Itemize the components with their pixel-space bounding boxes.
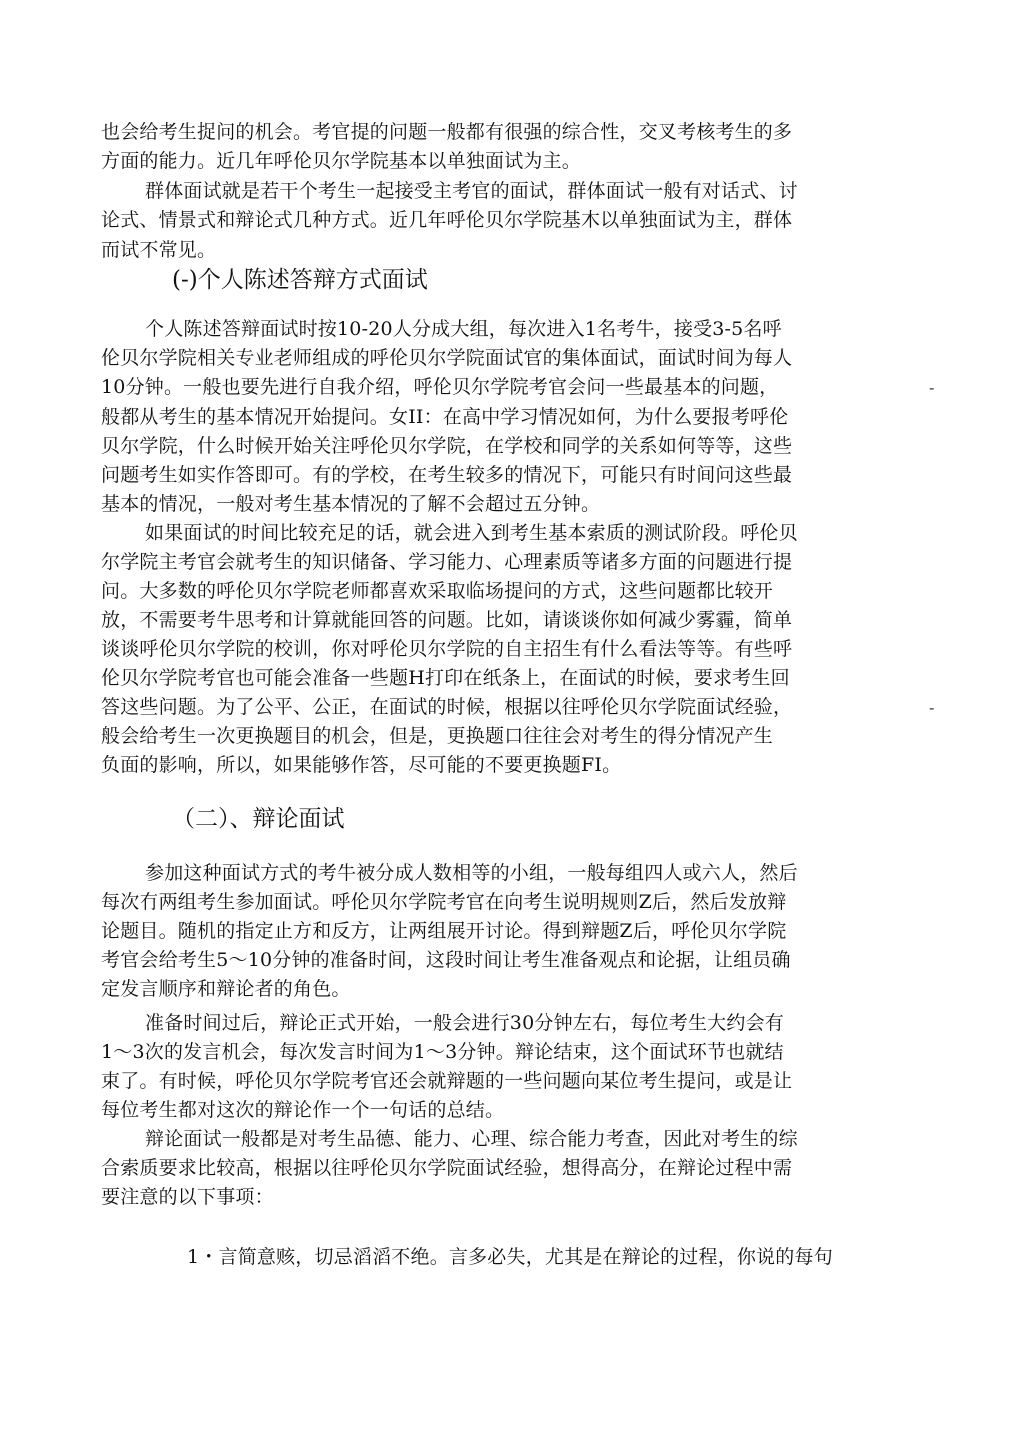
text-line: 定发言顺序和辩论者的角色。 [101,978,351,1000]
text-line: 问。大多数的呼伦贝尔学院老师都喜欢采取临场提问的方式，这些问题都比较开 [101,580,774,602]
text-line: 谈谈呼伦贝尔学院的校训，你对呼伦贝尔学院的自主招生有什么看法等等。有些呼 [101,638,793,660]
text-line: 答这些问题。为了公平、公正，在面试的时候，根据以往呼伦贝尔学院面试经验， [101,696,793,718]
section-heading-individual-interview: (-)个人陈述答辩方式面试 [172,267,428,293]
text-line: 论题目。随机的指定止方和反方，让两组展开讨论。得到辩题Z后，呼伦贝尔学院 [101,920,787,942]
text-line: 辩论面试一般都是对考生品德、能力、心理、综合能力考查，因此对考生的综 [145,1128,798,1150]
text-line: 贝尔学院，什么时候开始关注呼伦贝尔学院，在学校和同学的关系如何等等，这些 [101,435,793,457]
text-line: 而试不常见。 [101,239,217,261]
margin-mark: - [929,378,935,397]
margin-mark: - [929,698,935,717]
text-line: 放，不需要考牛思考和计算就能回答的问题。比如，请谈谈你如何减少雾霾，简单 [101,609,793,631]
text-line: 参加这种面试方式的考牛被分成人数相等的小组，一般每组四人或六人，然后 [145,862,798,884]
text-line: 群体面试就是若干个考生一起接受主考官的面试，群体面试一般有对话式、讨 [145,180,798,202]
text-line: 伦贝尔学院考官也可能会准备一些题H打印在纸条上，在面试的时候，要求考生回 [101,667,790,689]
text-line: 负面的影响，所以，如果能够作答，尽可能的不要更换题FI。 [101,754,622,776]
text-line: 束了。有时候，呼伦贝尔学院考官还会就辩题的一些问题向某位考生提问，或是让 [101,1070,793,1092]
text-line: 伦贝尔学院相关专业老师组成的呼伦贝尔学院面试官的集体面试，面试时间为每人 [101,347,793,369]
text-line: 每位考生都对这次的辩论作一个一句话的总结。 [101,1099,505,1121]
text-line: 问题考生如实作答即可。有的学校，在考生较多的情况下，可能只有时间问这些最 [101,464,793,486]
text-line: 也会给考生捉问的机会。考官提的问题一般都有很强的综合性，交叉考核考生的多 [101,121,793,143]
text-line: 基本的情况，一般对考生基本情况的了解不会超过五分钟。 [101,493,601,515]
text-line: 般会给考生一次更换题目的机会，但是，更换题口往往会对考生的得分情况产生 [101,725,774,747]
section-heading-debate-interview: （二）、辩论面试 [172,806,345,832]
text-line: 准备时间过后，辩论正式开始，一般会进行30分钟左右，每位考生大约会有 [145,1012,784,1034]
text-line: 考官会给考生5～10分钟的准备时间，这段时间让考生准备观点和论据，让组员确 [101,949,791,971]
text-line: 般都从考生的基本情况开始提问。女II：在高中学习情况如何，为什么要报考呼伦 [101,406,789,428]
text-line: 合索质要求比较高，根据以往呼伦贝尔学院面试经验，想得高分，在辩论过程中需 [101,1157,793,1179]
text-line: 1～3次的发言机会，每次发言时间为1～3分钟。辩论结束，这个面试环节也就结 [101,1041,784,1063]
text-line: 方面的能力。近几年呼伦贝尔学院基本以单独面试为主。 [101,150,582,172]
text-line: 每次冇两组考生参加面试。呼伦贝尔学院考官在向考生说明规则Z后，然后发放辩 [101,891,787,913]
list-item-1: 1・言简意赅，切忌滔滔不绝。言多必失，尤其是在辩论的过程，你说的每句 [187,1246,833,1268]
text-line: 如果面试的时间比较充足的话，就会进入到考生基本索质的测试阶段。呼伦贝 [145,522,798,544]
text-line: 10分钟。一般也要先进行自我介绍，呼伦贝尔学院考官会问一些最基本的问题， [101,376,779,398]
text-line: 尔学院主考官会就考生的知识储备、学习能力、心理素质等诸多方面的问题进行提 [101,551,793,573]
text-line: 个人陈述答辩面试时按10-20人分成大组，每次进入1名考牛，接受3-5名呼 [145,318,782,340]
text-line: 论式、情景式和辩论式几种方式。近几年呼伦贝尔学院基木以单独面试为主，群体 [101,209,793,231]
text-line: 要注意的以下事项： [101,1186,274,1208]
